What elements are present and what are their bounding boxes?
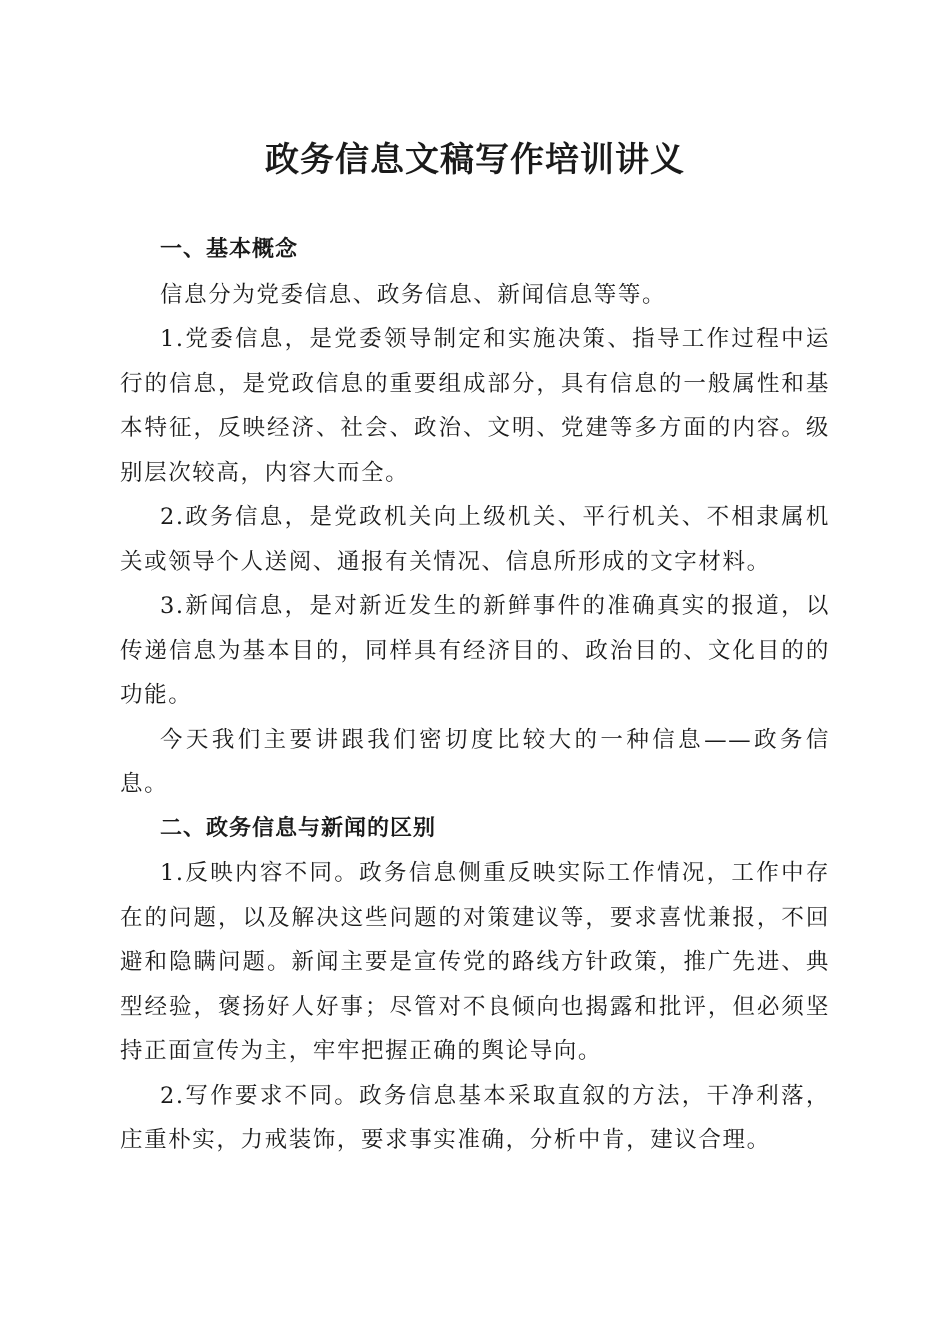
section-heading-differences: 二、政务信息与新闻的区别 <box>160 815 437 841</box>
document-body <box>120 228 830 1163</box>
document-title: 政务信息文稿写作培训讲义 <box>265 140 685 180</box>
paragraph: 信息分为党委信息、政务信息、新闻信息等等。 <box>160 281 667 308</box>
paragraph: 3.新闻信息，是对新近发生的新鲜事件的准确真实的报道，以传递信息为基本目的，同样具有经济目的、政治目的、文化目的的功能。 <box>120 593 830 708</box>
section-heading-basic-concepts: 一、基本概念 <box>160 237 299 262</box>
paragraph: 今天我们主要讲跟我们密切度比较大的一种信息——政务信息。 <box>120 726 830 797</box>
paragraph: 2.写作要求不同。政务信息基本采取直叙的方法，干净利落，庄重朴实，力戒装饰，要求事实准确，分析中肯，建议合理。 <box>120 1082 830 1153</box>
paragraph: 2.政务信息，是党政机关向上级机关、平行机关、不相隶属机关或领导个人送阅、通报有关情况、信息所形成的文字材料。 <box>120 504 830 575</box>
paragraph: 1.反映内容不同。政务信息侧重反映实际工作情况，工作中存在的问题，以及解决这些问题的对策建议等，要求喜忧兼报，不回避和隐瞒问题。新闻主要是宣传党的路线方针政策，推广先进、典型经验，褒扬好人好事；尽管对不良倾向也揭露和批评，但必须坚持正面宣传为主，牢牢把握正确的舆论导向。 <box>120 860 830 1064</box>
paragraph: 1.党委信息，是党委领导制定和实施决策、指导工作过程中运行的信息，是党政信息的重要组成部分，具有信息的一般属性和基本特征，反映经济、社会、政治、文明、党建等多方面的内容。级别层次较高，内容大而全。 <box>120 326 830 486</box>
